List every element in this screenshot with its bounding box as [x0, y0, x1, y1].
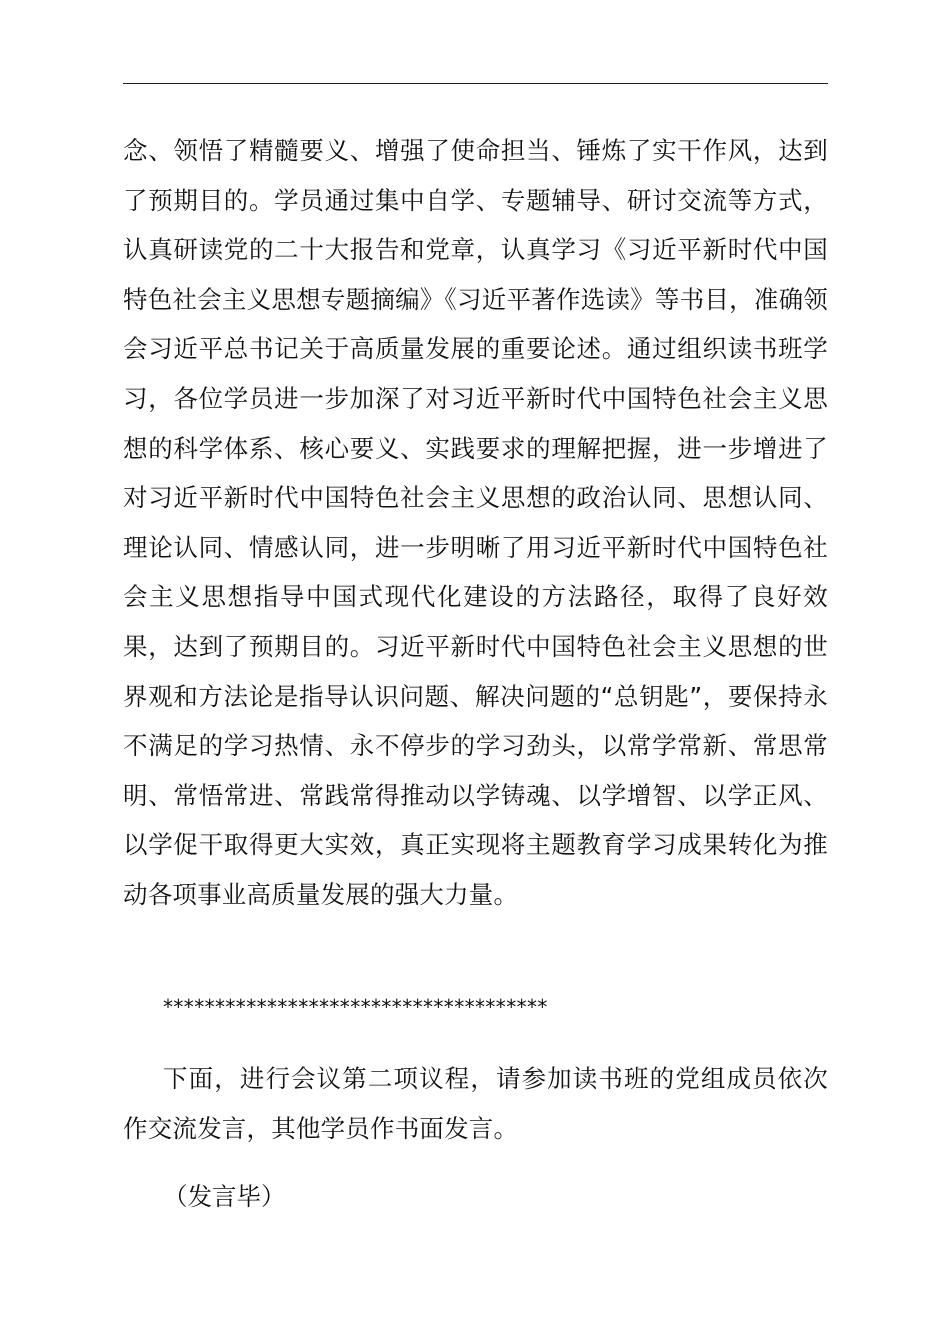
body-paragraph: 念、领悟了精髓要义、增强了使命担当、锤炼了实干作风，达到了预期目的。学员通过集中自学、专题辅导、研讨交流等方式，认真研读党的二十大报告和党章，认真学习《习近平新时代中国特色社会主义思想专题摘编》《习近平著作选读》等书目，准确领会习近平总书记关于高质量发展的重要论述。通过组织读书班学习，各位学员进一步加深了对习近平新时代中国特色社会主义思想的科学体系、核心要义、实践要求的理解把握，进一步增进了对习近平新时代中国特色社会主义思想的政治认同、思想认同、理论认同、情感认同，进一步明晰了用习近平新时代中国特色社会主义思想指导中国式现代化建设的方法路径，取得了良好效果，达到了预期目的。习近平新时代中国特色社会主义思想的世界观和方法论是指导认识问题、解决问题的“总钥匙”，要保持永不满足的学习热情、永不停步的学习劲头，以常学常新、常思常明、常悟常进、常践常得推动以学铸魂、以学增智、以学正风、以学促干取得更大实效，真正实现将主题教育学习成果转化为推动各项事业高质量发展的强大力量。	[123, 136, 828, 909]
header-divider	[123, 83, 828, 84]
section-separator: *************************************	[163, 995, 548, 1019]
agenda-paragraph: 下面，进行会议第二项议程，请参加读书班的党组成员依次作交流发言，其他学员作书面发言。	[123, 1064, 828, 1143]
closing-note: （发言毕）	[163, 1182, 286, 1211]
